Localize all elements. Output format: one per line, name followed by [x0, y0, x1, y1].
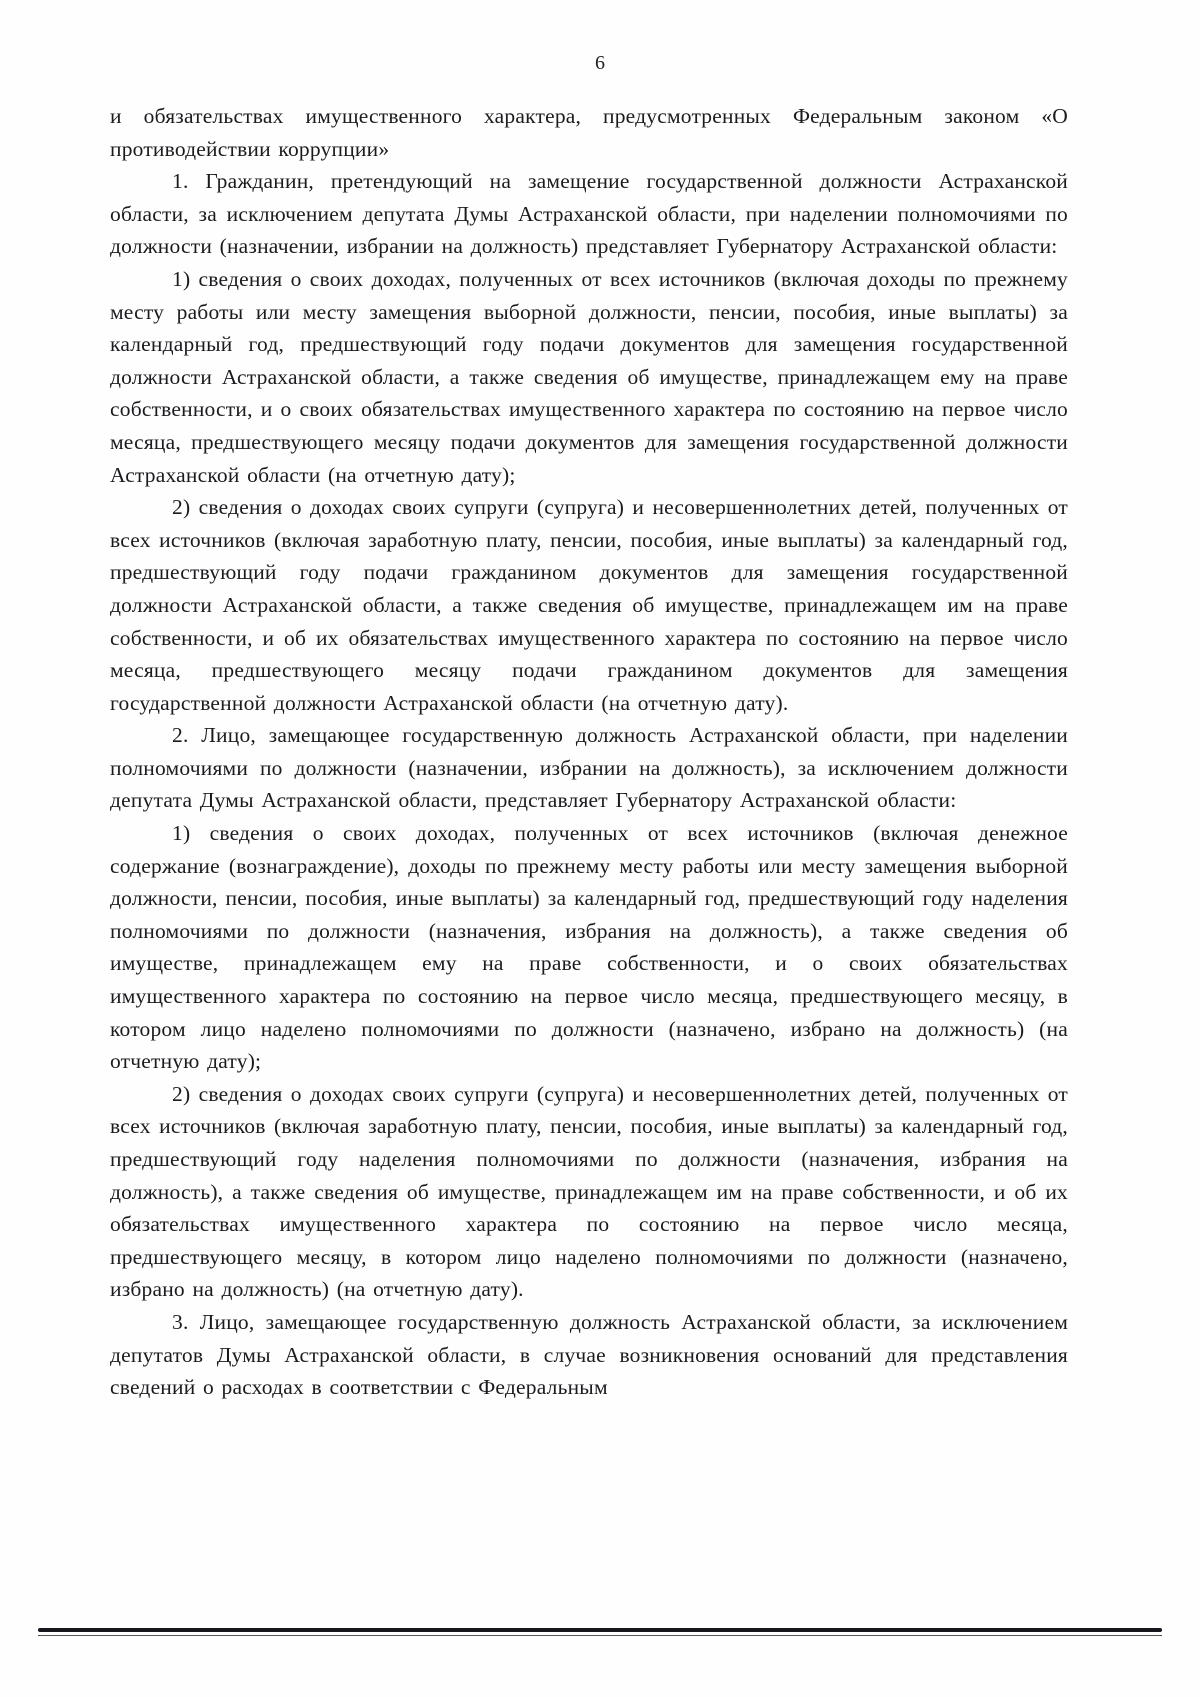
paragraph-item-1: 1. Гражданин, претендующий на замещение государственной должности Астраханской области, за исключением депутата Думы Астраханской области, при наделении полномочиями по должности (назначении, избрании на должность) представляет Губернатору Астраханской области: — [110, 169, 1068, 259]
paragraph-item-2: 2. Лицо, замещающее государственную должность Астраханской области, при наделении полномочиями по должности (назначении, избрании на должность), за исключением должности депутата Думы Астраханской области, представляет Губернатору Астраханской области: — [110, 723, 1068, 813]
paragraph-continuation: и обязательствах имущественного характера, предусмотренных Федеральным законом «О противодействии коррупции» — [110, 104, 1068, 161]
paragraph-subitem-2-2: 2) сведения о доходах своих супруги (супруга) и несовершеннолетних детей, полученных от всех источников (включая заработную плату, пенсии, пособия, иные выплаты) за календарный год, предшествующий году наделения полномочиями по должности (назначения, избрания на должность), а также сведения об имуществе, принадлежащем им на праве собственности, и об их обязательствах имущественного характера по состоянию на первое число месяца, предшествующего месяцу, в котором лицо наделено полномочиями по должности (назначено, избрано на должность) (на отчетную дату). — [110, 1081, 1068, 1302]
paragraph-subitem-1-2: 2) сведения о доходах своих супруги (супруга) и несовершеннолетних детей, полученных от всех источников (включая заработную плату, пенсии, пособия, иные выплаты) за календарный год, предшествующий году подачи гражданином документов для замещения государственной должности Астраханской области, а также сведения об имуществе, принадлежащем им на праве собственности, и об их обязательствах имущественного характера по состоянию на первое число месяца, предшествующего месяцу подачи гражданином документов для замещения государственной должности Астраханской области (на отчетную дату). — [110, 495, 1068, 715]
paragraph-subitem-1-1: 1) сведения о своих доходах, полученных от всех источников (включая доходы по прежнему месту работы или месту замещения выборной должности, пенсии, пособия, иные выплаты) за календарный год, предшествующий году подачи документов для замещения государственной должности Астраханской области, а также сведения об имуществе, принадлежащем ему на праве собственности, и о своих обязательствах имущественного характера по состоянию на первое число месяца, предшествующего месяцу подачи документов для замещения государственной должности Астраханской области (на отчетную дату); — [110, 266, 1068, 487]
paragraph-subitem-2-1: 1) сведения о своих доходах, полученных от всех источников (включая денежное содержание (вознаграждение), доходы по прежнему месту работы или месту замещения выборной должности, пенсии, пособия, иные выплаты) за календарный год, предшествующий году наделения полномочиями по должности (назначения, избрания на должность), а также сведения об имуществе, принадлежащем ему на праве собственности, и о своих обязательствах имущественного характера по состоянию на первое число месяца, предшествующего месяцу, в котором лицо наделено полномочиями по должности (назначено, избрано на должность) (на отчетную дату); — [110, 821, 1068, 1074]
paragraph-item-3: 3. Лицо, замещающее государственную должность Астраханской области, за исключением депутатов Думы Астраханской области, в случае возникновения оснований для представления сведений о расходах в соответствии с Федеральным — [110, 1309, 1068, 1400]
document-body — [110, 100, 1068, 1404]
scan-artifact-line — [38, 1628, 1162, 1632]
scan-artifact-line-thin — [38, 1635, 1162, 1636]
page-number: 6 — [595, 52, 605, 74]
